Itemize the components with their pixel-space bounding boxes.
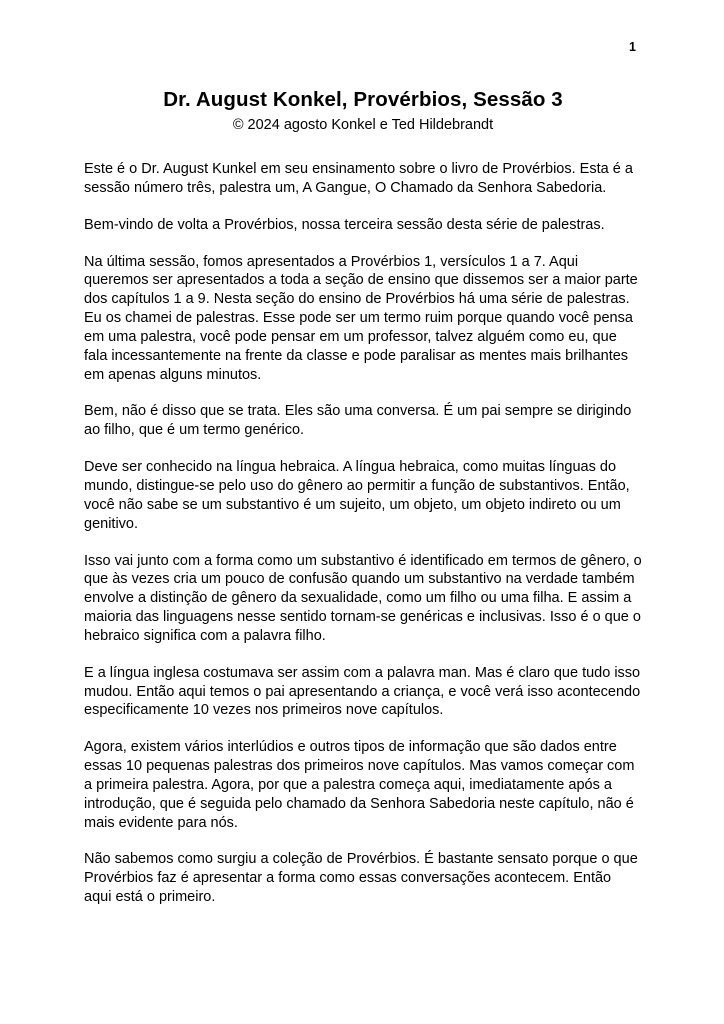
paragraph: Bem-vindo de volta a Provérbios, nossa terceira sessão desta série de palestras. — [84, 216, 605, 233]
page-number: 1 — [629, 40, 636, 54]
paragraph: Este é o Dr. August Kunkel em seu ensinamento sobre o livro de Provérbios. Esta é a sessão número três, palestra um, A Gangue, O Chamado da Senhora Sabedoria. — [84, 161, 633, 196]
document-body — [84, 160, 642, 907]
paragraph: Agora, existem vários interlúdios e outros tipos de informação que são dados entre essas 10 pequenas palestras dos primeiros nove capítulos. Mas vamos começar com a primeira palestra. Agora, por que a palestra começa aqui, imediatamente após a introdução, que é seguida pelo chamado da Senhora Sabedoria neste capítulo, não é mais evidente para nós. — [84, 739, 635, 831]
document-title: Dr. August Konkel, Provérbios, Sessão 3 — [163, 88, 563, 111]
paragraph: Isso vai junto com a forma como um substantivo é identificado em termos de gênero, o que às vezes cria um pouco de confusão quando um substantivo na verdade também envolve a distinção de gênero da sexualidade, como um filho ou uma filha. E assim a maioria das linguagens nesse sentido tornam-se genéricas e inclusivas. Isso é o que o hebraico significa com a palavra filho. — [84, 552, 642, 644]
paragraph: Deve ser conhecido na língua hebraica. A língua hebraica, como muitas línguas do mundo, distingue-se pelo uso do gênero ao permitir a função de substantivos. Então, você não sabe se um substantivo é um sujeito, um objeto, um objeto indireto ou um genitivo. — [84, 459, 630, 532]
paragraph: Não sabemos como surgiu a coleção de Provérbios. É bastante sensato porque o que Provérbios faz é apresentar a forma como essas conversações acontecem. Então aqui está o primeiro. — [84, 851, 638, 906]
paragraph: Na última sessão, fomos apresentados a Provérbios 1, versículos 1 a 7. Aqui queremos ser apresentados a toda a seção de ensino que dissemos ser a maior parte dos capítulos 1 a 9. Nesta seção do ensino de Provérbios há uma série de palestras. Eu os chamei de palestras. Esse pode ser um termo ruim porque quando você pensa em uma palestra, você pode pensar em um professor, talvez alguém como eu, que fala incessantemente na frente da classe e pode paralisar as mentes mais brilhantes em apenas alguns minutos. — [84, 253, 638, 383]
paragraph: Bem, não é disso que se trata. Eles são uma conversa. É um pai sempre se dirigindo ao filho, que é um termo genérico. — [84, 403, 632, 439]
paragraph: E a língua inglesa costumava ser assim com a palavra man. Mas é claro que tudo isso mudou. Então aqui temos o pai apresentando a criança, e você verá isso acontecendo especificamente 10 vezes nos primeiros nove capítulos. — [84, 664, 641, 719]
copyright-line: © 2024 agosto Konkel e Ted Hildebrandt — [232, 117, 494, 133]
